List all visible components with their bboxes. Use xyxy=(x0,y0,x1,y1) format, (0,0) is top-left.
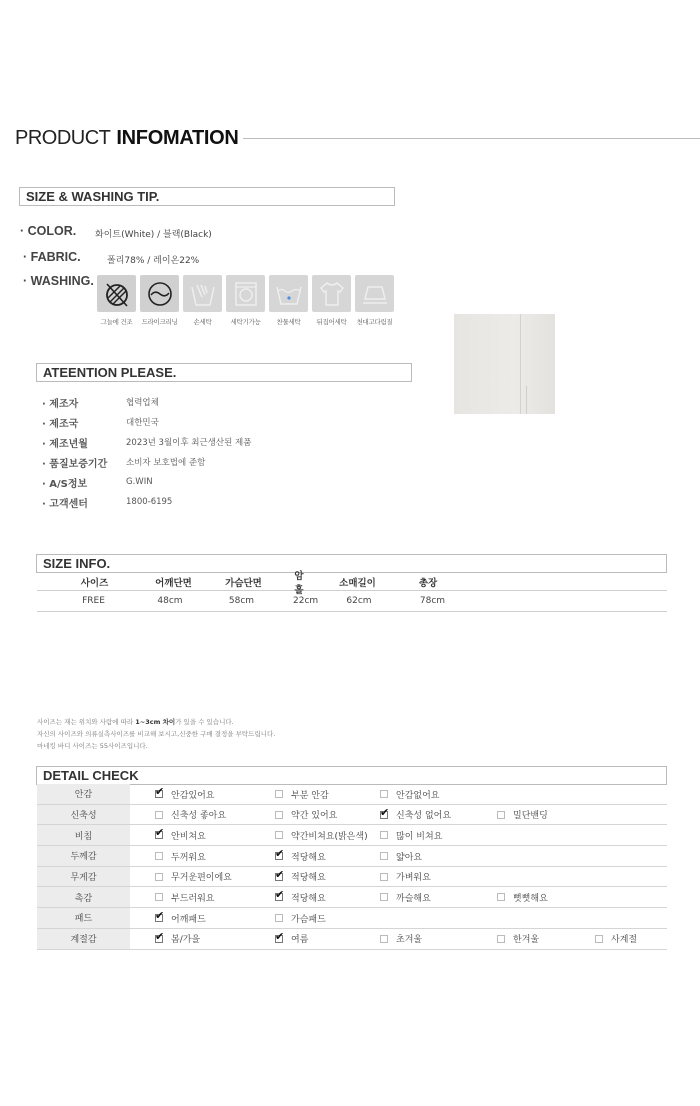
size-table xyxy=(37,570,667,612)
detail-check-option[interactable] xyxy=(497,887,548,907)
attention-label: · 제조국 xyxy=(42,418,79,430)
detail-check-category: 비침 xyxy=(37,825,130,845)
detail-check-category: 무게감 xyxy=(37,867,130,887)
detail-check-option[interactable] xyxy=(275,846,326,866)
unchecked-checkbox[interactable] xyxy=(497,811,505,819)
unchecked-checkbox[interactable] xyxy=(275,914,283,922)
attention-value: 협력업체 xyxy=(126,398,159,408)
detail-check-option-label: 신축성 좋아요 xyxy=(171,811,227,822)
detail-check-category: 신축성 xyxy=(37,805,130,825)
size-cell: 78cm xyxy=(419,596,446,606)
detail-check-category: 안감 xyxy=(37,784,130,804)
wash-label: 세탁기가능 xyxy=(230,318,261,326)
detail-check-option[interactable] xyxy=(155,805,226,825)
wash-label: 드라이크리닝 xyxy=(141,318,178,326)
detail-check-option-label: 부드러워요 xyxy=(171,893,215,904)
checked-checkbox[interactable] xyxy=(275,893,283,901)
detail-check-option-label: 어깨패드 xyxy=(171,914,206,925)
wash-item-inside-out xyxy=(312,275,351,326)
checked-checkbox[interactable] xyxy=(275,935,283,943)
size-cell: 22cm xyxy=(293,596,319,606)
detail-check-row xyxy=(37,825,667,846)
detail-check-option-label: 봄/가을 xyxy=(171,935,201,946)
detail-check-option-label: 가벼워요 xyxy=(396,873,431,884)
detail-check-option-label: 얇아요 xyxy=(396,852,423,863)
checked-checkbox[interactable] xyxy=(380,811,388,819)
wash-item-machine-wash xyxy=(226,275,265,326)
size-cell: 48cm xyxy=(157,596,183,606)
detail-check-category: 두께감 xyxy=(37,846,130,866)
detail-check-row xyxy=(37,887,667,908)
attention-label: · 품질보증기간 xyxy=(42,458,108,470)
attention-value: 2023년 3월이후 최근생산된 제품 xyxy=(126,438,252,448)
detail-check-option-label: 약간 있어요 xyxy=(291,811,338,822)
detail-check-option-label: 한겨울 xyxy=(513,935,540,946)
detail-check-option-label: 밀단밴딩 xyxy=(513,811,548,822)
detail-check-option-label: 뻣뻣해요 xyxy=(513,893,548,904)
detail-check-option[interactable] xyxy=(380,887,431,907)
machine-wash-icon xyxy=(231,279,261,309)
fabric-value: 폴리78% / 레이온22% xyxy=(107,256,200,266)
attention-value: 대한민국 xyxy=(126,418,159,428)
detail-check-option-label: 약간비쳐요(밝은색) xyxy=(291,831,368,842)
attention-row-as xyxy=(42,472,251,492)
unchecked-checkbox[interactable] xyxy=(497,893,505,901)
detail-check-option-label: 까슬해요 xyxy=(396,893,431,904)
detail-check-option-label: 적당해요 xyxy=(291,893,326,904)
attention-row-date xyxy=(42,432,251,452)
attention-value: 1800-6195 xyxy=(126,497,173,507)
detail-check-row xyxy=(37,929,667,950)
unchecked-checkbox[interactable] xyxy=(275,831,283,839)
detail-check-option[interactable] xyxy=(275,908,326,928)
title-light: PRODUCT xyxy=(15,126,111,149)
wash-item-hand-wash xyxy=(183,275,222,326)
size-info-header: SIZE INFO. xyxy=(36,554,667,573)
checked-checkbox[interactable] xyxy=(155,935,163,943)
size-cell: FREE xyxy=(82,596,105,606)
detail-check-option[interactable] xyxy=(155,825,206,845)
size-notes xyxy=(37,716,275,752)
checked-checkbox[interactable] xyxy=(155,831,163,839)
detail-check-option-label: 초겨울 xyxy=(396,935,423,946)
attention-label: · A/S정보 xyxy=(42,478,88,490)
shade-dry-icon xyxy=(102,279,132,309)
detail-check-category: 계절감 xyxy=(37,929,130,949)
checked-checkbox[interactable] xyxy=(275,873,283,881)
unchecked-checkbox[interactable] xyxy=(155,873,163,881)
detail-check-option-label: 가슴패드 xyxy=(291,914,326,925)
attention-row-country xyxy=(42,412,251,432)
attention-row-warranty xyxy=(42,452,251,472)
detail-check-option[interactable] xyxy=(155,908,206,928)
detail-check-row xyxy=(37,908,667,929)
checked-checkbox[interactable] xyxy=(275,852,283,860)
size-header-cell: 어깨단면 xyxy=(155,577,192,589)
inside-out-wash-icon xyxy=(317,279,347,309)
unchecked-checkbox[interactable] xyxy=(380,852,388,860)
size-cell: 62cm xyxy=(346,596,372,606)
detail-check-option[interactable] xyxy=(275,867,326,887)
washing-label: · WASHING. xyxy=(23,274,94,288)
detail-check-option[interactable] xyxy=(275,784,329,804)
detail-check-option[interactable] xyxy=(155,887,214,907)
detail-check-option-label: 여름 xyxy=(291,935,309,946)
cloth-iron-icon xyxy=(360,279,390,309)
attention-label: · 제조자 xyxy=(42,398,79,410)
wash-label: 천대고다림질 xyxy=(356,318,393,326)
detail-check-category: 패드 xyxy=(37,908,130,928)
wash-label: 찬물세탁 xyxy=(276,318,301,326)
hand-wash-icon xyxy=(188,279,218,309)
detail-check-option[interactable] xyxy=(155,929,200,949)
size-cell: 58cm xyxy=(228,596,255,606)
detail-check-option-label: 적당해요 xyxy=(291,852,326,863)
attention-list xyxy=(42,392,251,512)
note-line: 마네킹 바디 사이즈는 55사이즈입니다. xyxy=(37,742,148,750)
detail-check-option[interactable] xyxy=(275,929,308,949)
color-label: · COLOR. xyxy=(20,224,77,238)
detail-check-option[interactable] xyxy=(595,929,637,949)
fabric-label: · FABRIC. xyxy=(23,250,81,264)
detail-check-option-label: 많이 비쳐요 xyxy=(396,831,443,842)
title-bold: INFOMATION xyxy=(116,126,239,149)
detail-check-option[interactable] xyxy=(275,887,326,907)
attention-label: · 제조년월 xyxy=(42,438,88,450)
wash-item-cloth-iron xyxy=(355,275,394,326)
detail-check-option[interactable] xyxy=(497,805,548,825)
detail-check-option[interactable] xyxy=(155,867,232,887)
unchecked-checkbox[interactable] xyxy=(595,935,603,943)
attention-label: · 고객센터 xyxy=(42,498,88,510)
unchecked-checkbox[interactable] xyxy=(155,852,163,860)
detail-check-option-label: 사계절 xyxy=(611,935,638,946)
detail-check-option[interactable] xyxy=(380,825,442,845)
detail-check-row xyxy=(37,805,667,826)
size-header-cell: 사이즈 xyxy=(80,577,109,589)
detail-check-option-label: 두꺼워요 xyxy=(171,852,206,863)
attention-value: 소비자 보호법에 준함 xyxy=(126,458,206,468)
unchecked-checkbox[interactable] xyxy=(275,790,283,798)
note-text: 가 있을 수 있습니다. xyxy=(175,718,234,726)
detail-check-option[interactable] xyxy=(380,846,422,866)
table-row xyxy=(37,591,667,612)
detail-check-row xyxy=(37,867,667,888)
detail-check-option-label: 무거운편이에요 xyxy=(171,873,232,884)
unchecked-checkbox[interactable] xyxy=(497,935,505,943)
size-washing-header: SIZE & WASHING TIP. xyxy=(19,187,395,206)
detail-check-table xyxy=(37,784,667,950)
unchecked-checkbox[interactable] xyxy=(380,935,388,943)
detail-check-option-label: 안감있어요 xyxy=(171,790,215,801)
note-emphasis: 1~3cm 차이 xyxy=(135,718,176,726)
note-line: 자신의 사이즈와 의류실측사이즈를 비교해 보시고,신중한 구매 결정을 부탁드립니다. xyxy=(37,730,276,738)
product-fabric-photo xyxy=(454,314,555,414)
unchecked-checkbox[interactable] xyxy=(155,893,163,901)
washing-icons xyxy=(97,275,394,326)
detail-check-option[interactable] xyxy=(155,784,214,804)
detail-check-option-label: 적당해요 xyxy=(291,873,326,884)
detail-check-option[interactable] xyxy=(275,825,368,845)
color-value: 화이트(White) / 블랙(Black) xyxy=(95,230,212,240)
detail-check-option-label: 안감없어요 xyxy=(396,790,440,801)
wash-item-cold-wash xyxy=(269,275,308,326)
size-header-cell: 총장 xyxy=(418,577,438,589)
checked-checkbox[interactable] xyxy=(155,914,163,922)
detail-check-option[interactable] xyxy=(275,805,337,825)
wash-label: 뒤집어세탁 xyxy=(316,318,347,326)
attention-row-manufacturer xyxy=(42,392,251,412)
note-line xyxy=(37,716,275,728)
size-header-cell: 암홀 xyxy=(294,570,304,596)
size-header-cell: 가슴단면 xyxy=(225,577,262,589)
detail-check-option[interactable] xyxy=(380,805,451,825)
detail-check-option[interactable] xyxy=(380,867,431,887)
dry-clean-icon xyxy=(145,279,175,309)
unchecked-checkbox[interactable] xyxy=(275,811,283,819)
unchecked-checkbox[interactable] xyxy=(380,873,388,881)
detail-check-option-label: 부분 안감 xyxy=(291,790,329,801)
wash-label: 그늘에 건조 xyxy=(100,318,133,326)
unchecked-checkbox[interactable] xyxy=(380,831,388,839)
wash-item-dry-clean xyxy=(140,275,179,326)
detail-check-row xyxy=(37,846,667,867)
wash-item-shade-dry xyxy=(97,275,136,326)
cold-wash-icon xyxy=(274,279,304,309)
unchecked-checkbox[interactable] xyxy=(380,790,388,798)
title-divider xyxy=(243,138,700,139)
detail-check-option[interactable] xyxy=(380,784,439,804)
detail-check-row xyxy=(37,784,667,805)
detail-check-option-label: 안비쳐요 xyxy=(171,831,206,842)
detail-check-category: 촉감 xyxy=(37,887,130,907)
wash-label: 손세탁 xyxy=(193,318,212,326)
detail-check-option[interactable] xyxy=(380,929,422,949)
note-text: 사이즈는 재는 위치와 사람에 따라 xyxy=(37,718,136,726)
attention-header: ATEENTION PLEASE. xyxy=(36,363,412,382)
detail-check-option[interactable] xyxy=(497,929,539,949)
detail-check-header: DETAIL CHECK xyxy=(36,766,667,785)
checked-checkbox[interactable] xyxy=(155,790,163,798)
unchecked-checkbox[interactable] xyxy=(380,893,388,901)
attention-row-cs xyxy=(42,492,251,512)
unchecked-checkbox[interactable] xyxy=(155,811,163,819)
product-information-heading xyxy=(15,124,700,152)
detail-check-option-label: 신축성 없어요 xyxy=(396,811,452,822)
size-header-cell: 소매길이 xyxy=(339,577,376,589)
size-table-header xyxy=(37,570,667,596)
attention-value: G.WIN xyxy=(126,477,153,487)
detail-check-option[interactable] xyxy=(155,846,206,866)
